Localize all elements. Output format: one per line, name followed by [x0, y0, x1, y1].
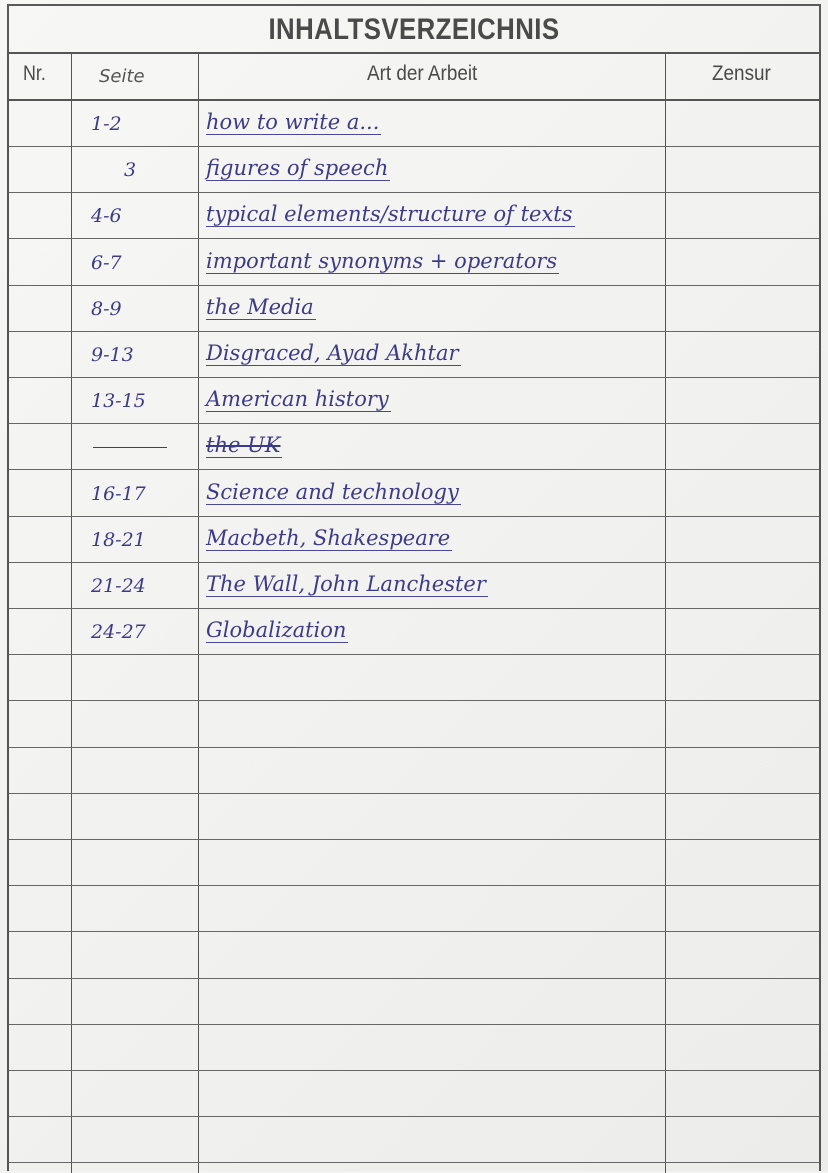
table-row — [9, 101, 819, 147]
topic-entry: important synonyms + operators — [206, 248, 558, 273]
table-row — [9, 794, 819, 840]
page-title: INHALTSVERZEICHNIS — [268, 13, 560, 46]
column-header-nr: Nr. — [23, 62, 46, 85]
page-range: 6-7 — [91, 251, 122, 274]
contents-table — [7, 52, 821, 1171]
table-row — [9, 933, 819, 979]
topic-entry: typical elements/structure of texts — [206, 202, 573, 227]
table-row — [9, 240, 819, 286]
topic-entry: figures of speech — [206, 156, 389, 181]
table-row — [9, 702, 819, 748]
topic-entry: how to write a... — [206, 110, 380, 134]
table-row — [9, 471, 819, 517]
table-row — [9, 424, 819, 470]
table-row — [9, 886, 819, 932]
page-range: 16-17 — [91, 482, 146, 505]
topic-entry: The Wall, John Lanchester — [206, 572, 486, 596]
table-row — [9, 840, 819, 886]
column-header-zensur: Zensur — [712, 62, 771, 85]
topic-entry: the UK — [206, 433, 281, 458]
table-row — [9, 609, 819, 655]
page-range: 3 — [123, 159, 137, 182]
topic-entry: Science and technology — [206, 479, 459, 504]
table-row — [9, 979, 819, 1025]
page-range: 21-24 — [91, 575, 146, 597]
table-row — [9, 1071, 819, 1117]
column-header-seite: Seite — [99, 66, 145, 87]
table-row — [9, 748, 819, 794]
topic-entry: Macbeth, Shakespeare — [206, 525, 451, 550]
table-row — [9, 1025, 819, 1071]
table-row — [9, 147, 819, 193]
title-box — [7, 4, 821, 54]
topic-entry: the Media — [206, 294, 314, 319]
column-header-art-der-arbeit: Art der Arbeit — [367, 62, 478, 85]
table-row — [9, 378, 819, 424]
page-range: 9-13 — [91, 344, 134, 366]
page-range: 1-2 — [91, 113, 122, 135]
page-range: 18-21 — [91, 528, 146, 551]
table-row — [9, 193, 819, 239]
table-row — [9, 286, 819, 332]
table-row — [9, 655, 819, 701]
page-range: 13-15 — [91, 390, 146, 413]
blank-page-dash — [93, 447, 167, 448]
table-header — [9, 54, 819, 101]
page-range: 8-9 — [91, 297, 122, 320]
topic-entry: Disgraced, Ayad Akhtar — [206, 341, 459, 365]
table-row — [9, 332, 819, 378]
topic-entry: American history — [206, 387, 389, 412]
page-range: 4-6 — [91, 205, 122, 228]
page-range: 24-27 — [91, 621, 146, 644]
table-row — [9, 517, 819, 563]
table-row — [9, 563, 819, 609]
table-row — [9, 1117, 819, 1163]
topic-entry: Globalization — [206, 618, 347, 643]
